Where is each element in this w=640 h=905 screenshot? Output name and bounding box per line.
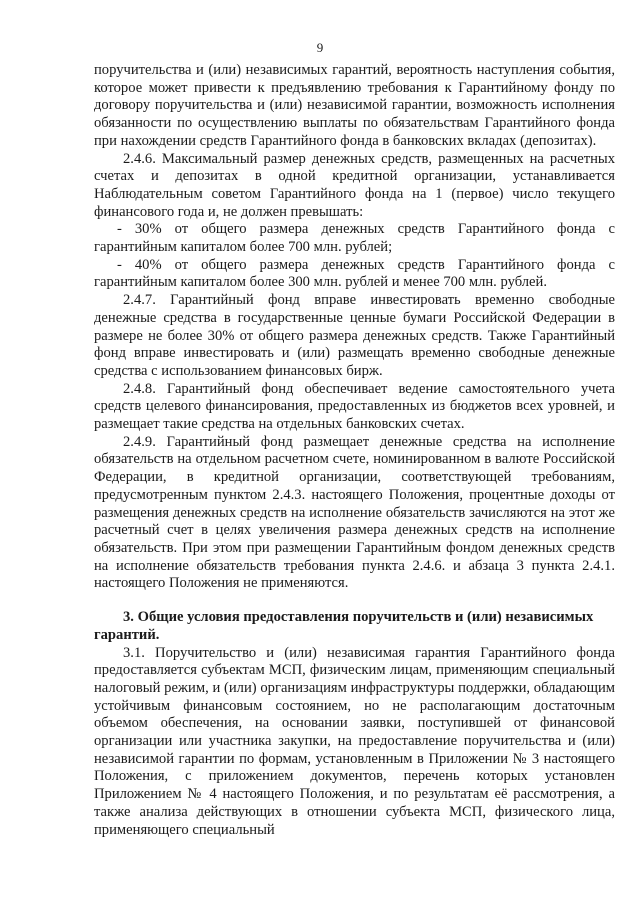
document-body: [94, 62, 615, 839]
list-item-30-percent: - 30% от общего размера денежных средств Гарантийного фонда с гарантийным капиталом более 700 млн. рублей;: [94, 221, 615, 256]
paragraph-2-4-6: 2.4.6. Максимальный размер денежных средств, размещенных на расчетных счетах и депозитах в одной кредитной организации, устанавливается Наблюдательным советом Гарантийного фонда на 1 (первое) число текущего финансового года и, не должен превышать:: [94, 150, 615, 220]
section-heading: 3. Общие условия предоставления поручительств и (или) независимых гарантий.: [94, 609, 594, 643]
paragraph-3-1: 3.1. Поручительство и (или) независимая гарантия Гарантийного фонда предоставляется субъектам МСП, физическим лицам, применяющим специальный налоговый режим, и (или) организациям инфраструктуры поддержки, обладающим устойчивым финансовым состоянием, но не располагающим достаточным объемом обеспечения, на основании заявки, поступившей от финансовой организации или участника закупки, на предоставление поручительства и (или) независимой гарантии по формам, установленным в Приложении № 3 настоящего Положения, с приложением документов, перечень которых установлен Приложением № 4 настоящего Положения, и по результатам её рассмотрения, а также анализа действующих в отношении субъекта МСП, физического лица, применяющего специальный: [94, 644, 615, 838]
list-item-40-percent: - 40% от общего размера денежных средств Гарантийного фонда с гарантийным капиталом более 300 млн. рублей и менее 700 млн. рублей.: [94, 256, 615, 291]
paragraph-continuation: поручительства и (или) независимых гарантий, вероятность наступления события, которое может привести к предъявлению требования к Гарантийному фонду по договору поручительства и (или) независимой гарантии, возможность исполнения обязанности по осуществлению выплаты по обязательствам Гарантийного фонда при нахождении средств Гарантийного фонда в банковских вкладах (депозитах).: [94, 62, 615, 149]
paragraph-2-4-9: 2.4.9. Гарантийный фонд размещает денежные средства на исполнение обязательств на отдельном расчетном счете, номинированном в валюте Российской Федерации, в кредитной организации, соответствующей требованиям, предусмотренным пунктом 2.4.3. настоящего Положения, процентные доходы от размещения денежных средств на исполнение обязательств зачисляются на этот же расчетный счет в целях увеличения размера денежных средств на исполнение обязательств. При этом при размещении Гарантийным фондом денежных средств на исполнение обязательств требования пункта 2.4.6. и абзаца 3 пункта 2.4.1. настоящего Положения не применяются.: [94, 433, 615, 592]
paragraph-2-4-7: 2.4.7. Гарантийный фонд вправе инвестировать временно свободные денежные средства в государственные ценные бумаги Российской Федерации в размере не более 30% от общего размера денежных средств. Также Гарантийный фонд вправе инвестировать и (или) размещать временно свободные денежные средства с использованием финансовых бирж.: [94, 292, 615, 379]
paragraph-2-4-8: 2.4.8. Гарантийный фонд обеспечивает ведение самостоятельного учета средств целевого финансирования, предоставленных из бюджетов всех уровней, и размещает такие средства на отдельных банковских счетах.: [94, 380, 615, 433]
page-number: 9: [316, 40, 324, 55]
